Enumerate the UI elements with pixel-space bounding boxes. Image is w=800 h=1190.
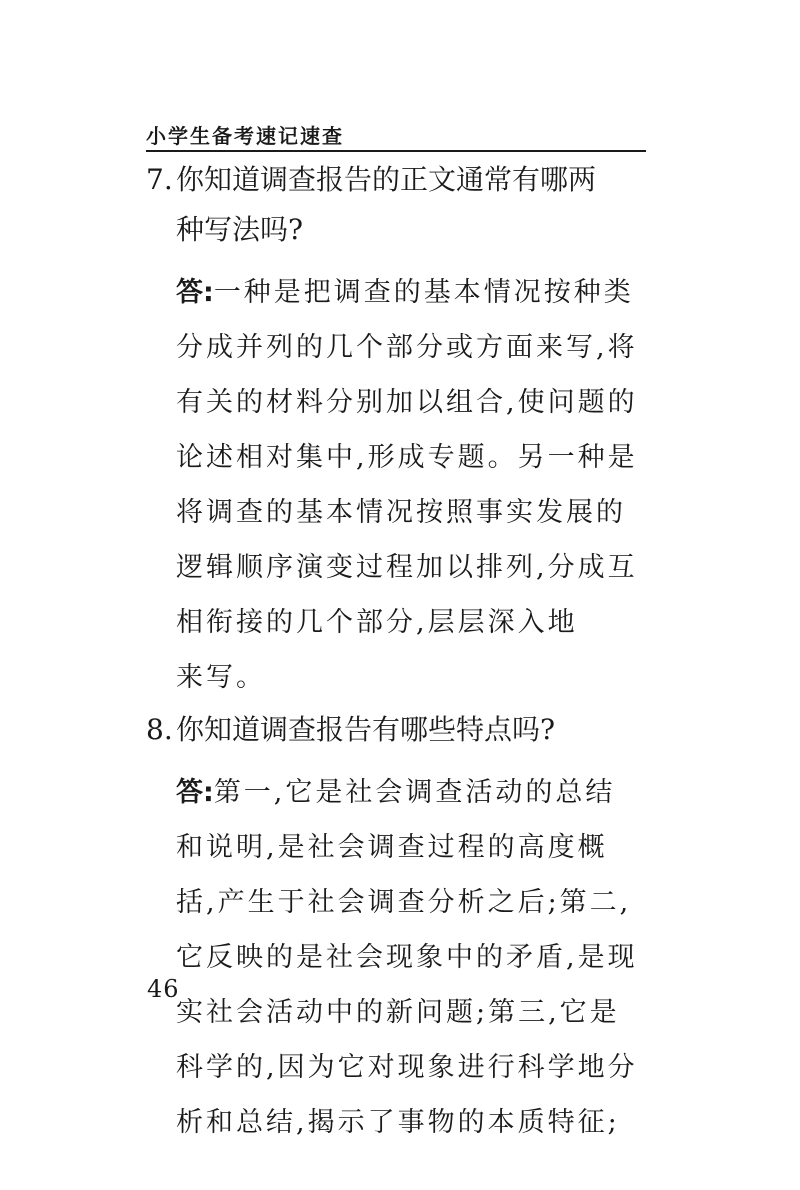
- answer-text: 一种是把调查的基本情况按种类: [213, 277, 634, 308]
- question-text: 你知道调查报告的正文通常有哪两: [176, 163, 597, 196]
- question-line: [146, 705, 646, 755]
- answer-line: [176, 265, 646, 320]
- answer-line: [176, 765, 646, 820]
- answer-line: 科学的,因为它对现象进行科学地分: [176, 1052, 638, 1083]
- question-number: 8.: [146, 713, 173, 746]
- answer-7: [146, 265, 646, 705]
- question-8: [146, 705, 646, 755]
- page-number: 46: [147, 975, 180, 1003]
- header-rule: [146, 150, 646, 152]
- answer-8: [146, 765, 646, 1150]
- qa-block-7: [146, 155, 646, 705]
- header-title: 小学生备考速记速查: [146, 124, 344, 148]
- question-line: 种写法吗?: [176, 213, 304, 246]
- answer-line: 论述相对集中,形成专题。另一种是: [176, 442, 638, 473]
- question-text: 你知道调查报告有哪些特点吗?: [176, 713, 556, 746]
- answer-line: 和说明,是社会调查过程的高度概: [176, 832, 608, 863]
- answer-line: 括,产生于社会调查分析之后;第二,: [176, 887, 632, 918]
- answer-line: 析和总结,揭示了事物的本质特征;: [176, 1107, 620, 1138]
- answer-line: 相衔接的几个部分,层层深入地: [176, 607, 578, 638]
- qa-block-8: [146, 705, 646, 1150]
- page-body: [146, 155, 646, 1150]
- question-line: [146, 155, 646, 205]
- answer-line: 逻辑顺序演变过程加以排列,分成互: [176, 552, 638, 583]
- answer-label: 答:: [176, 777, 214, 808]
- answer-line: 实社会活动中的新问题;第三,它是: [176, 997, 620, 1028]
- question-number: 7.: [146, 163, 173, 196]
- answer-line: 分成并列的几个部分或方面来写,将: [176, 332, 638, 363]
- question-7: [146, 155, 646, 255]
- answer-line: 有关的材料分别加以组合,使问题的: [176, 387, 638, 418]
- answer-text: 第一,它是社会调查活动的总结: [213, 777, 616, 808]
- answer-line: 来写。: [176, 662, 266, 693]
- answer-label: 答:: [176, 277, 214, 308]
- running-header: [146, 118, 646, 152]
- answer-line: 它反映的是社会现象中的矛盾,是现: [176, 942, 638, 973]
- answer-line: 将调查的基本情况按照事实发展的: [176, 497, 626, 528]
